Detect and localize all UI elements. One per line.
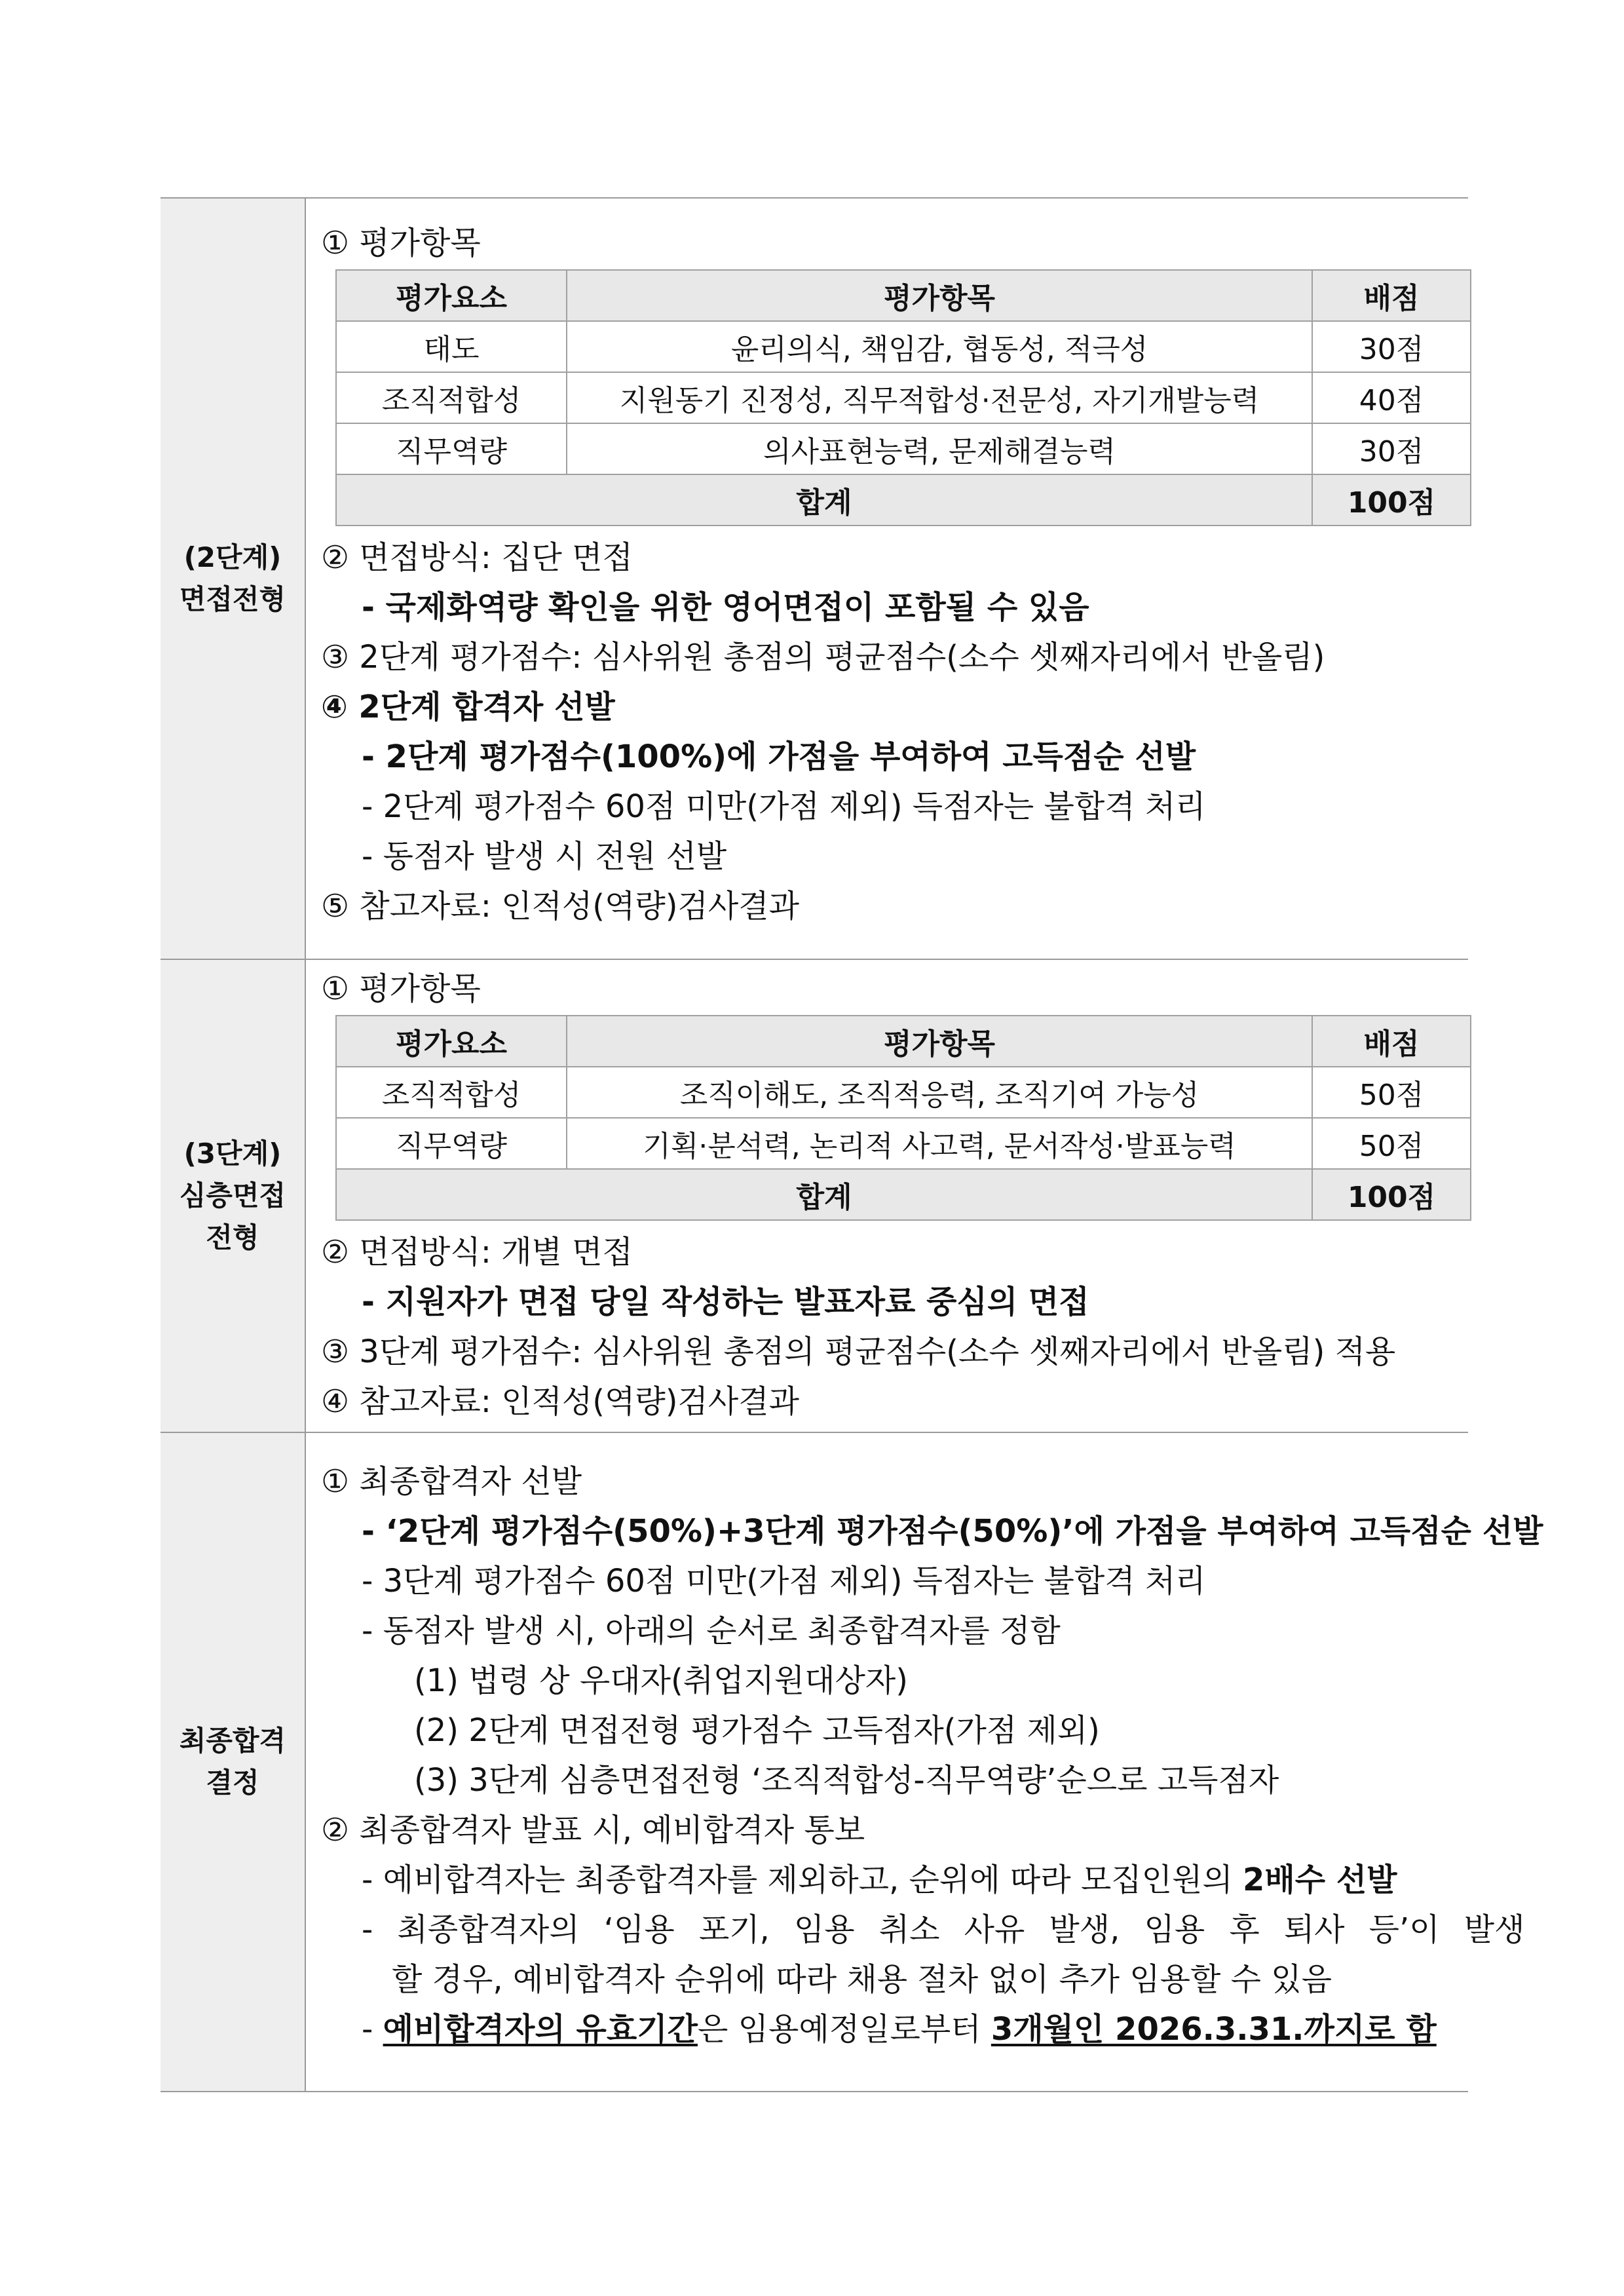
table-cell: 30점	[1312, 423, 1471, 474]
section-body	[306, 199, 1471, 959]
sub-item: - 최종합격자의 ‘임용 포기, 임용 취소 사유 발생, 임용 후 퇴사 등’이 발생	[362, 1911, 1525, 1948]
section-stage3	[161, 960, 1468, 1433]
table-cell: 40점	[1312, 372, 1471, 423]
dash: -	[362, 2011, 383, 2048]
sub-item-text: - 예비합격자는 최종합격자를 제외하고, 순위에 따라 모집인원의	[362, 1862, 1243, 1898]
table-total-row	[336, 474, 1471, 526]
item-heading: ② 면접방식: 개별 면접	[321, 1234, 633, 1271]
sub-item: - 국제화역량 확인을 위한 영어면접이 포함될 수 있음	[362, 589, 1089, 626]
table-total-row	[336, 1169, 1471, 1220]
section-final	[161, 1433, 1543, 2092]
total-label: 합계	[336, 474, 1312, 526]
total-label: 합계	[336, 1169, 1312, 1220]
table-cell: 태도	[336, 321, 567, 372]
item-heading: ④ 참고자료: 인적성(역량)검사결과	[321, 1383, 799, 1420]
section-stage2	[161, 199, 1468, 960]
table-cell: 50점	[1312, 1067, 1471, 1118]
emphasis-text: 3개월인 2026.3.31.까지로 함	[991, 2011, 1437, 2048]
table-header: 평가요소	[336, 270, 567, 321]
table-cell: 50점	[1312, 1118, 1471, 1169]
table-cell: 직무역량	[336, 1118, 567, 1169]
evaluation-table	[335, 1015, 1471, 1221]
section-label	[161, 960, 306, 1432]
table-cell: 지원동기 진정성, 직무적합성·전문성, 자기개발능력	[567, 372, 1312, 423]
section-label	[161, 1433, 306, 2091]
table-row	[336, 372, 1471, 423]
item-heading: ③ 2단계 평가점수: 심사위원 총점의 평균점수(소수 셋째자리에서 반올림)	[321, 639, 1325, 676]
item-heading: ⑤ 참고자료: 인적성(역량)검사결과	[321, 888, 799, 925]
item-heading: ① 평가항목	[321, 225, 481, 261]
emphasis-text: 예비합격자의 유효기간	[383, 2011, 698, 2048]
evaluation-table	[335, 269, 1471, 526]
table-header-row	[336, 270, 1471, 321]
table-header: 평가요소	[336, 1016, 567, 1067]
section-body	[306, 960, 1471, 1432]
sub-item	[321, 1855, 1543, 1905]
order-item: (1) 법령 상 우대자(취업지원대상자)	[414, 1662, 909, 1699]
item-heading: ② 최종합격자 발표 시, 예비합격자 통보	[321, 1812, 865, 1848]
item-heading: ④ 2단계 합격자 선발	[321, 689, 615, 725]
sub-item-continued: 할 경우, 예비합격자 순위에 따라 채용 절차 없이 추가 임용할 수 있음	[392, 1961, 1332, 1998]
table-header-row	[336, 1016, 1471, 1067]
item-heading: ② 면접방식: 집단 면접	[321, 539, 633, 576]
table-cell: 조직적합성	[336, 372, 567, 423]
table-header: 평가항목	[567, 1016, 1312, 1067]
total-value: 100점	[1312, 1169, 1471, 1220]
section-label-text: (3단계) 심층면접 전형	[179, 1138, 286, 1253]
section-label-text: (2단계) 면접전형	[179, 541, 286, 615]
section-label	[161, 199, 306, 959]
total-value: 100점	[1312, 474, 1471, 526]
table-cell: 30점	[1312, 321, 1471, 372]
sub-item: - 3단계 평가점수 60점 미만(가점 제외) 득점자는 불합격 처리	[362, 1563, 1206, 1599]
item-heading: ③ 3단계 평가점수: 심사위원 총점의 평균점수(소수 셋째자리에서 반올림) 적용	[321, 1333, 1396, 1370]
sub-item: - 동점자 발생 시 전원 선발	[362, 838, 727, 875]
order-item: (3) 3단계 심층면접전형 ‘조직적합성-직무역량’순으로 고득점자	[414, 1762, 1279, 1799]
sub-item: - 동점자 발생 시, 아래의 순서로 최종합격자를 정함	[362, 1613, 1061, 1649]
emphasis-text: 2배수 선발	[1242, 1862, 1397, 1898]
table-row	[336, 1067, 1471, 1118]
order-item: (2) 2단계 면접전형 평가점수 고득점자(가점 제외)	[414, 1712, 1100, 1749]
item-heading: ① 평가항목	[321, 970, 481, 1007]
table-row	[336, 321, 1471, 372]
sub-item: - 2단계 평가점수(100%)에 가점을 부여하여 고득점순 선발	[362, 738, 1196, 775]
table-header: 배점	[1312, 1016, 1471, 1067]
table-cell: 의사표현능력, 문제해결능력	[567, 423, 1312, 474]
table-row	[336, 423, 1471, 474]
sub-item	[321, 2004, 1543, 2054]
table-cell: 윤리의식, 책임감, 협동성, 적극성	[567, 321, 1312, 372]
section-label-text: 최종합격 결정	[179, 1725, 286, 1799]
section-body	[306, 1433, 1543, 2091]
sub-item-text: 은 임용예정일로부터	[697, 2011, 991, 2048]
sub-item: - 지원자가 면접 당일 작성하는 발표자료 중심의 면접	[362, 1284, 1089, 1320]
document-table	[161, 197, 1543, 2092]
table-header: 평가항목	[567, 270, 1312, 321]
sub-item: - 2단계 평가점수 60점 미만(가점 제외) 득점자는 불합격 처리	[362, 788, 1206, 825]
table-cell: 조직적합성	[336, 1067, 567, 1118]
item-heading: ① 최종합격자 선발	[321, 1463, 582, 1500]
table-header: 배점	[1312, 270, 1471, 321]
table-cell: 조직이해도, 조직적응력, 조직기여 가능성	[567, 1067, 1312, 1118]
table-row	[336, 1118, 1471, 1169]
sub-item: - ‘2단계 평가점수(50%)+3단계 평가점수(50%)’에 가점을 부여하여 고득점순 선발	[362, 1513, 1543, 1550]
table-cell: 직무역량	[336, 423, 567, 474]
table-cell: 기획·분석력, 논리적 사고력, 문서작성·발표능력	[567, 1118, 1312, 1169]
